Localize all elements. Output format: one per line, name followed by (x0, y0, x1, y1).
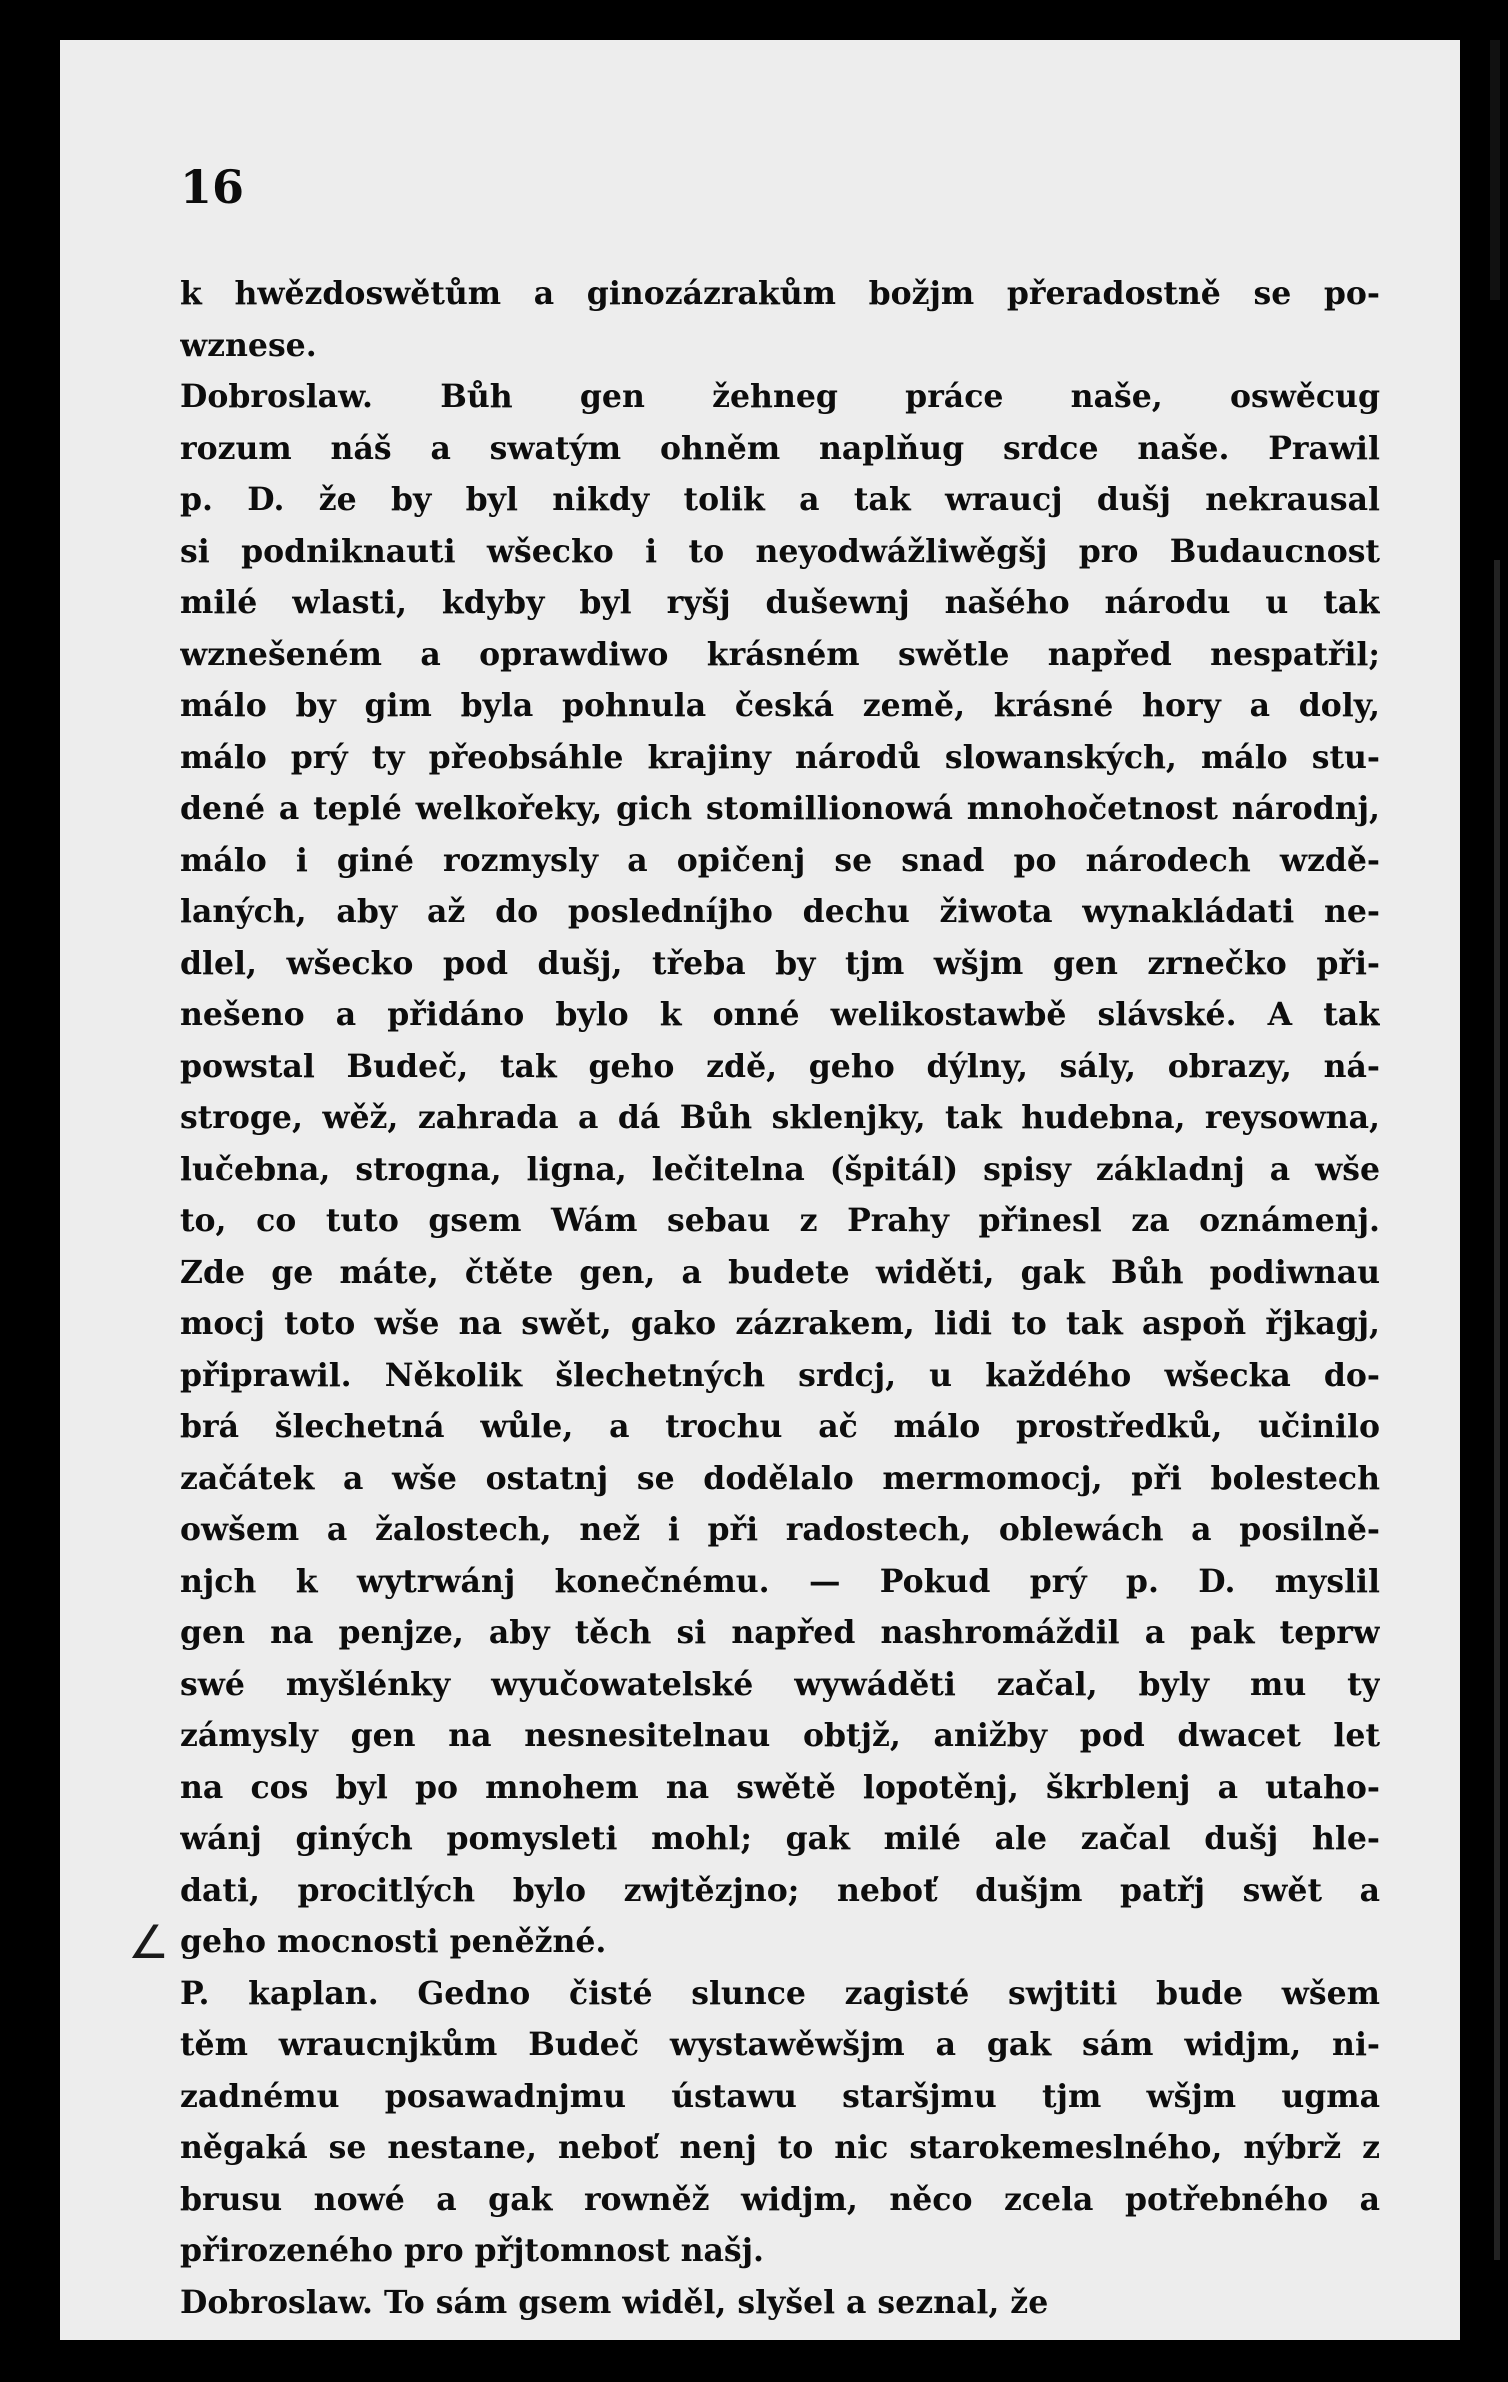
text-line: gen na penjze, aby těch si napřed nashromáždil a pak teprw (180, 1614, 1380, 1651)
text-line: rozum náš a swatým ohněm naplňug srdce naše. Prawil (180, 429, 1380, 467)
text-line: Dobroslaw. Bůh gen žehneg práce naše, oswěcug (180, 378, 1380, 415)
text-line: mocj toto wše na swět, gako zázrakem, lidi to tak aspoň řjkagj, (180, 1305, 1380, 1342)
text-line: powstal Budeč, tak geho zdě, geho dýlny, sály, obrazy, ná- (180, 1047, 1380, 1085)
text-line: přirozeného pro přjtomnost našj. (180, 2232, 765, 2269)
text-line: milé wlasti, kdyby byl ryšj dušewnj našého národu u tak (180, 584, 1380, 621)
text-line: wznese. (180, 326, 317, 364)
text-line: těm wraucnjkům Budeč wystawěwšjm a gak sám widjm, ni- (180, 2026, 1380, 2063)
text-line: njch k wytrwánj konečnému. — Pokud prý p. D. myslil (180, 1562, 1380, 1600)
text-line: stroge, wěž, zahrada a dá Bůh sklenjky, tak hudebna, reysowna, (180, 1099, 1380, 1136)
text-line: málo i giné rozmysly a opičenj se snad po národech wzdě- (180, 841, 1380, 879)
text-line: wznešeném a oprawdiwo krásném swětle napřed nespatřil; (180, 635, 1380, 673)
text-line: připrawil. Několik šlechetných srdcj, u každého wšecka do- (180, 1356, 1380, 1394)
text-line: p. D. že by byl nikdy tolik a tak wraucj dušj nekrausal (180, 481, 1380, 518)
text-line: dlel, wšecko pod dušj, třeba by tjm wšjm gen zrnečko při- (180, 944, 1380, 982)
text-line: začátek a wše ostatnj se dodělalo mermomocj, při bolestech (180, 1459, 1380, 1497)
margin-mark: ∠ (128, 1915, 170, 1969)
text-line: geho mocnosti peněžné. (180, 1923, 607, 1960)
page-number: 16 (180, 160, 245, 214)
text-line: wánj giných pomysleti mohl; gak milé ale začal dušj hle- (180, 1820, 1380, 1857)
text-line: zadnému posawadnjmu ústawu staršjmu tjm wšjm ugma (180, 2077, 1380, 2115)
text-line: brá šlechetná wůle, a trochu ač málo prostředků, učinilo (180, 1408, 1380, 1445)
text-line: dené a teplé welkořeky, gich stomillionowá mnohočetnost národnj, (180, 790, 1380, 827)
text-line: k hwězdoswětům a ginozázrakům božjm přeradostně se po- (180, 275, 1380, 312)
scan-edge-line (1494, 560, 1500, 2260)
text-line: owšem a žalostech, než i při radostech, oblewách a posilně- (180, 1511, 1380, 1548)
text-line: brusu nowé a gak rowněž widjm, něco zcela potřebného a (180, 2180, 1380, 2218)
body-text (180, 268, 1380, 2328)
text-line: P. kaplan. Gedno čisté slunce zagisté swjtiti bude wšem (180, 1974, 1380, 2012)
text-line: málo prý ty přeobsáhle krajiny národů slowanských, málo stu- (180, 738, 1380, 776)
text-line: nešeno a přidáno bylo k onné welikostawbě slávské. A tak (180, 996, 1380, 1033)
scan-edge-shadow (1490, 40, 1500, 300)
text-line: si podniknauti wšecko i to neyodwážliwěgšj pro Budaucnost (180, 532, 1380, 570)
text-line: laných, aby až do posledníjho dechu žiwota wynakládati ne- (180, 893, 1380, 930)
text-line: to, co tuto gsem Wám sebau z Prahy přinesl za oznámenj. (180, 1202, 1380, 1239)
text-line: dati, procitlých bylo zwjtězjno; neboť dušjm patřj swět a (180, 1871, 1380, 1909)
text-line: swé myšlénky wyučowatelské wywáděti začal, byly mu ty (180, 1665, 1380, 1703)
text-line: málo by gim byla pohnula česká země, krásné hory a doly, (180, 687, 1380, 724)
text-line: zámysly gen na nesnesitelnau obtjž, anižby pod dwacet let (180, 1717, 1380, 1754)
text-line: Zde ge máte, čtěte gen, a budete widěti, gak Bůh podiwnau (180, 1253, 1380, 1291)
text-line: na cos byl po mnohem na swětě lopotěnj, škrblenj a utaho- (180, 1768, 1380, 1806)
book-page (60, 40, 1460, 2340)
text-line: lučebna, strogna, ligna, lečitelna (špitál) spisy základnj a wše (180, 1150, 1380, 1188)
text-line: něgaká se nestane, neboť nenj to nic starokemeslného, nýbrž z (180, 2129, 1380, 2166)
text-line: Dobroslaw. To sám gsem widěl, slyšel a seznal, že (180, 2283, 1049, 2321)
